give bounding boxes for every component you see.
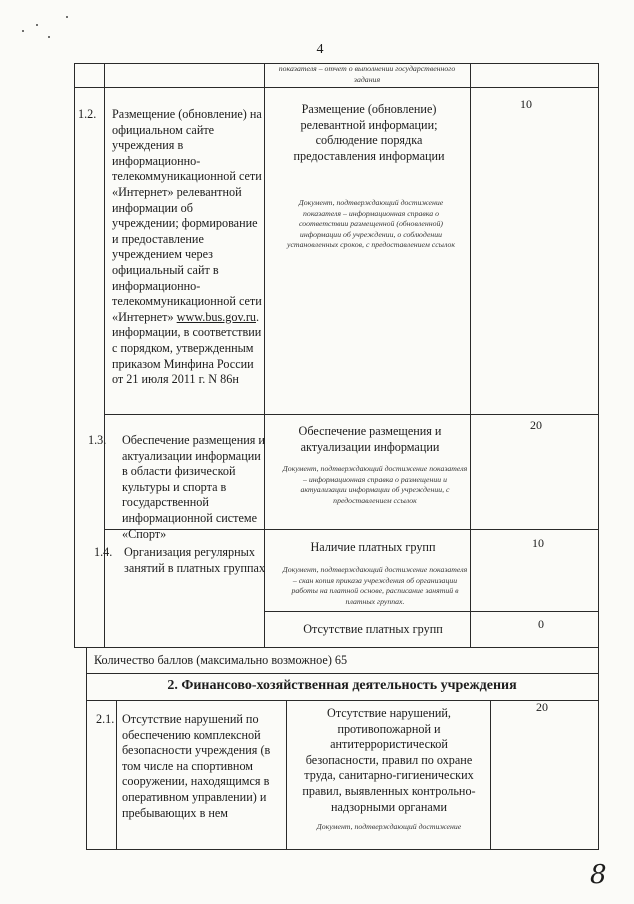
row-1-2-doc: Документ, подтверждающий достижение показателя – информационная справка о соответствии размещенной (обновленной) информации об учреждении, о соблюдении установленных сроков, с предоставлением ссылок <box>286 198 455 250</box>
row-1-3-criterion: Обеспечение размещения и актуализации информации <box>298 424 442 454</box>
row-1-2-criterion: Размещение (обновление) релевантной информации; соблюдение порядка предоставления информации <box>293 102 445 163</box>
row-2-1-doc: Документ, подтверждающий достижение <box>316 822 462 831</box>
row-1-4-criterion: Наличие платных групп <box>310 540 436 554</box>
row-2-1-description: Отсутствие нарушений по обеспечению комплексной безопасности учреждения (в том числе на спортивном сооружении, находящимся в оперативном управлении) и пребывающих в нем <box>122 712 271 820</box>
row-1-4-score-2: 0 <box>538 617 544 631</box>
row-1-2-score: 10 <box>520 97 532 111</box>
row-1-4-score: 10 <box>532 536 544 550</box>
top-row-doc: показателя – отчет о выполнении государственного задания <box>278 64 456 84</box>
scan-speck <box>22 30 24 32</box>
scan-speck <box>66 16 68 18</box>
total-points: Количество баллов (максимально возможное) 65 <box>94 653 348 667</box>
row-1-4-doc: Документ, подтверждающий достижение показателя – скан копия приказа учреждения об организации работы на платной основе, расписание занятий в платных группах. <box>282 565 468 606</box>
row-1-4-number: 1.4. <box>94 545 113 559</box>
handwritten-page-mark: 8 <box>590 860 607 890</box>
row-1-3-score: 20 <box>530 418 542 432</box>
bus-gov-link[interactable]: www.bus.gov.ru <box>176 309 256 324</box>
row-2-1-score: 20 <box>536 700 548 714</box>
row-1-3-doc: Документ, подтверждающий достижение показателя – информационная справка о размещении и актуализации информации об учреждении, с предоставлением ссылок <box>282 464 468 505</box>
scan-speck <box>36 24 38 26</box>
row-1-4-criterion-2: Отсутствие платных групп <box>303 622 443 636</box>
section-2-title: 2. Финансово-хозяйственная деятельность учреждения <box>167 678 517 693</box>
page-number: 4 <box>316 42 324 57</box>
row-1-4-description: Организация регулярных занятий в платных группах <box>124 545 266 575</box>
row-1-3-description: Обеспечение размещения и актуализации информации в области физической культуры и спорта в государственной информационной системе «Спорт» <box>122 433 265 541</box>
row-1-2-description: Размещение (обновление) на официальном сайте учреждения в информационно-телекоммуникационной сети «Интернет» релевантной информации об учреждении; формирование и предоставление учреждением через официальный сайт в информационно-телекоммуникационной сети «Интернет» www.bus.gov.ru. информации, в соответствии с порядком, утвержденным приказом Минфина России от 21 июля 2011 г. N 86н <box>112 107 262 387</box>
row-2-1-number: 2.1. <box>96 712 115 726</box>
row-1-2-number: 1.2. <box>78 107 97 121</box>
scan-speck <box>48 36 50 38</box>
row-1-3-number: 1.3. <box>88 433 107 447</box>
row-2-1-criterion: Отсутствие нарушений, противопожарной и антитеррористической безопасности, правил по охране труда, санитарно-гигиенических правил, выявленных контрольно-надзорными органами <box>302 706 476 814</box>
